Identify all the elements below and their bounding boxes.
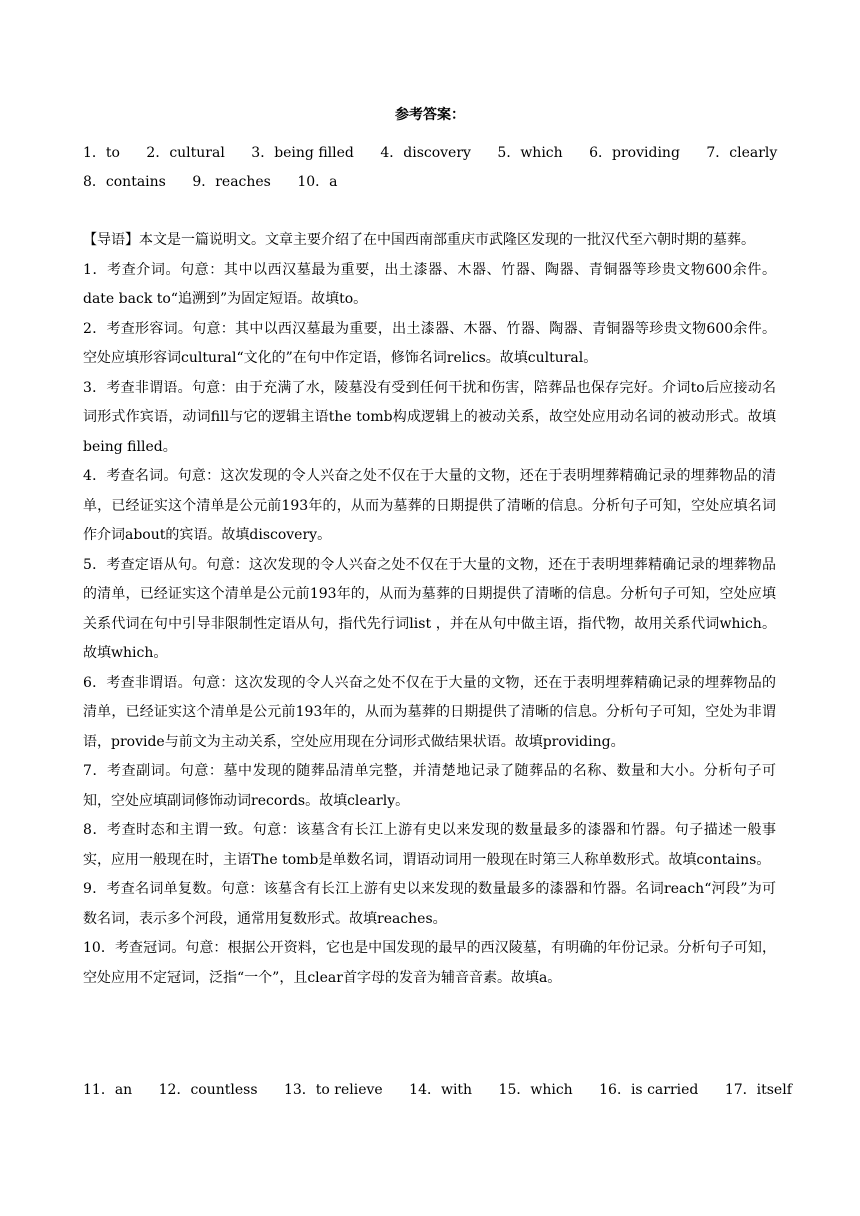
answer-row-3 <box>83 1079 792 1099</box>
answer-item: 8．contains <box>83 174 166 190</box>
answer-item: 7．clearly <box>706 145 778 161</box>
explanation-10: 10．考查冠词。句意：根据公开资料，它也是中国发现的最早的西汉陵墓，有明确的年份记录。分析句子可知，空处应用不定冠词，泛指“一个”，且clear首字母的发音为辅音音素。故填a。 <box>83 940 776 986</box>
answer-item: 3．being filled <box>251 145 354 161</box>
answer-item: 15．which <box>498 1082 573 1098</box>
explanation-body <box>83 226 776 993</box>
answer-key-title: 参考答案： <box>395 107 465 123</box>
answer-item: 4．discovery <box>380 145 471 161</box>
answer-item: 2．cultural <box>146 145 225 161</box>
explanation-1: 1．考查介词。句意：其中以西汉墓最为重要，出土漆器、木器、竹器、陶器、青铜器等珍贵文物600余件。date back to“追溯到”为固定短语。故填to。 <box>83 261 776 307</box>
answer-item: 14．with <box>409 1082 473 1098</box>
explanation-3: 3．考查非谓语。句意：由于充满了水，陵墓没有受到任何干扰和伤害，陪葬品也保存完好。介词to后应接动名词形式作宾语，动词fill与它的逻辑主语the tomb构成逻辑上的被动关系，故空处应用动名词的被动形式。故填being filled。 <box>83 379 776 455</box>
explanation-5: 5．考查定语从句。句意：这次发现的令人兴奋之处不仅在于大量的文物，还在于表明埋葬精确记录的埋葬物品的清单，已经证实这个清单是公元前193年的，从而为墓葬的日期提供了清晰的信息。分析句子可知，空处应填关系代词在句中引导非限制性定语从句，指代先行词list ，并在从句中做主语，指代物，故用关系代词which。故填which。 <box>83 556 776 661</box>
answer-row-1 <box>83 142 783 162</box>
explanation-4: 4．考查名词。句意：这次发现的令人兴奋之处不仅在于大量的文物，还在于表明埋葬精确记录的埋葬物品的清单，已经证实这个清单是公元前193年的，从而为墓葬的日期提供了清晰的信息。分析句子可知，空处应填名词作介词about的宾语。故填discovery。 <box>83 468 776 543</box>
answer-item: 11．an <box>83 1082 133 1098</box>
explanation-6: 6．考查非谓语。句意：这次发现的令人兴奋之处不仅在于大量的文物，还在于表明埋葬精确记录的埋葬物品的清单，已经证实这个清单是公元前193年的，从而为墓葬的日期提供了清晰的信息。分析句子可知，空处为非谓语，provide与前文为主动关系，空处应用现在分词形式做结果状语。故填providing。 <box>83 674 776 750</box>
answer-item: 1．to <box>83 145 120 161</box>
answer-item: 6．providing <box>589 145 680 161</box>
answer-item: 9．reaches <box>192 174 271 190</box>
explanation-7: 7．考查副词。句意：墓中发现的随葬品清单完整，并清楚地记录了随葬品的名称、数量和大小。分析句子可知，空处应填副词修饰动词records。故填clearly。 <box>83 763 776 809</box>
explanation-9: 9．考查名词单复数。句意：该墓含有长江上游有史以来发现的数量最多的漆器和竹器。名词reach“河段”为可数名词，表示多个河段，通常用复数形式。故填reaches。 <box>83 881 776 927</box>
answer-item: 13．to relieve <box>283 1082 383 1098</box>
explanation-8: 8．考查时态和主谓一致。句意：该墓含有长江上游有史以来发现的数量最多的漆器和竹器。句子描述一般事实，应用一般现在时，主语The tomb是单数名词，谓语动词用一般现在时第三人称单数形式。故填contains。 <box>83 822 776 868</box>
answer-item: 16．is carried <box>599 1082 699 1098</box>
answer-row-2 <box>83 171 783 191</box>
answer-item: 12．countless <box>158 1082 258 1098</box>
intro-paragraph: 【导语】本文是一篇说明文。文章主要介绍了在中国西南部重庆市武隆区发现的一批汉代至六朝时期的墓葬。 <box>83 232 755 248</box>
answer-item: 5．which <box>497 145 563 161</box>
answer-item: 10．a <box>297 174 338 190</box>
explanation-2: 2．考查形容词。句意：其中以西汉墓最为重要，出土漆器、木器、竹器、陶器、青铜器等珍贵文物600余件。空处应填形容词cultural“文化的”在句中作定语，修饰名词relics。故填cultural。 <box>83 320 776 366</box>
answer-item: 17．itself <box>724 1082 792 1098</box>
